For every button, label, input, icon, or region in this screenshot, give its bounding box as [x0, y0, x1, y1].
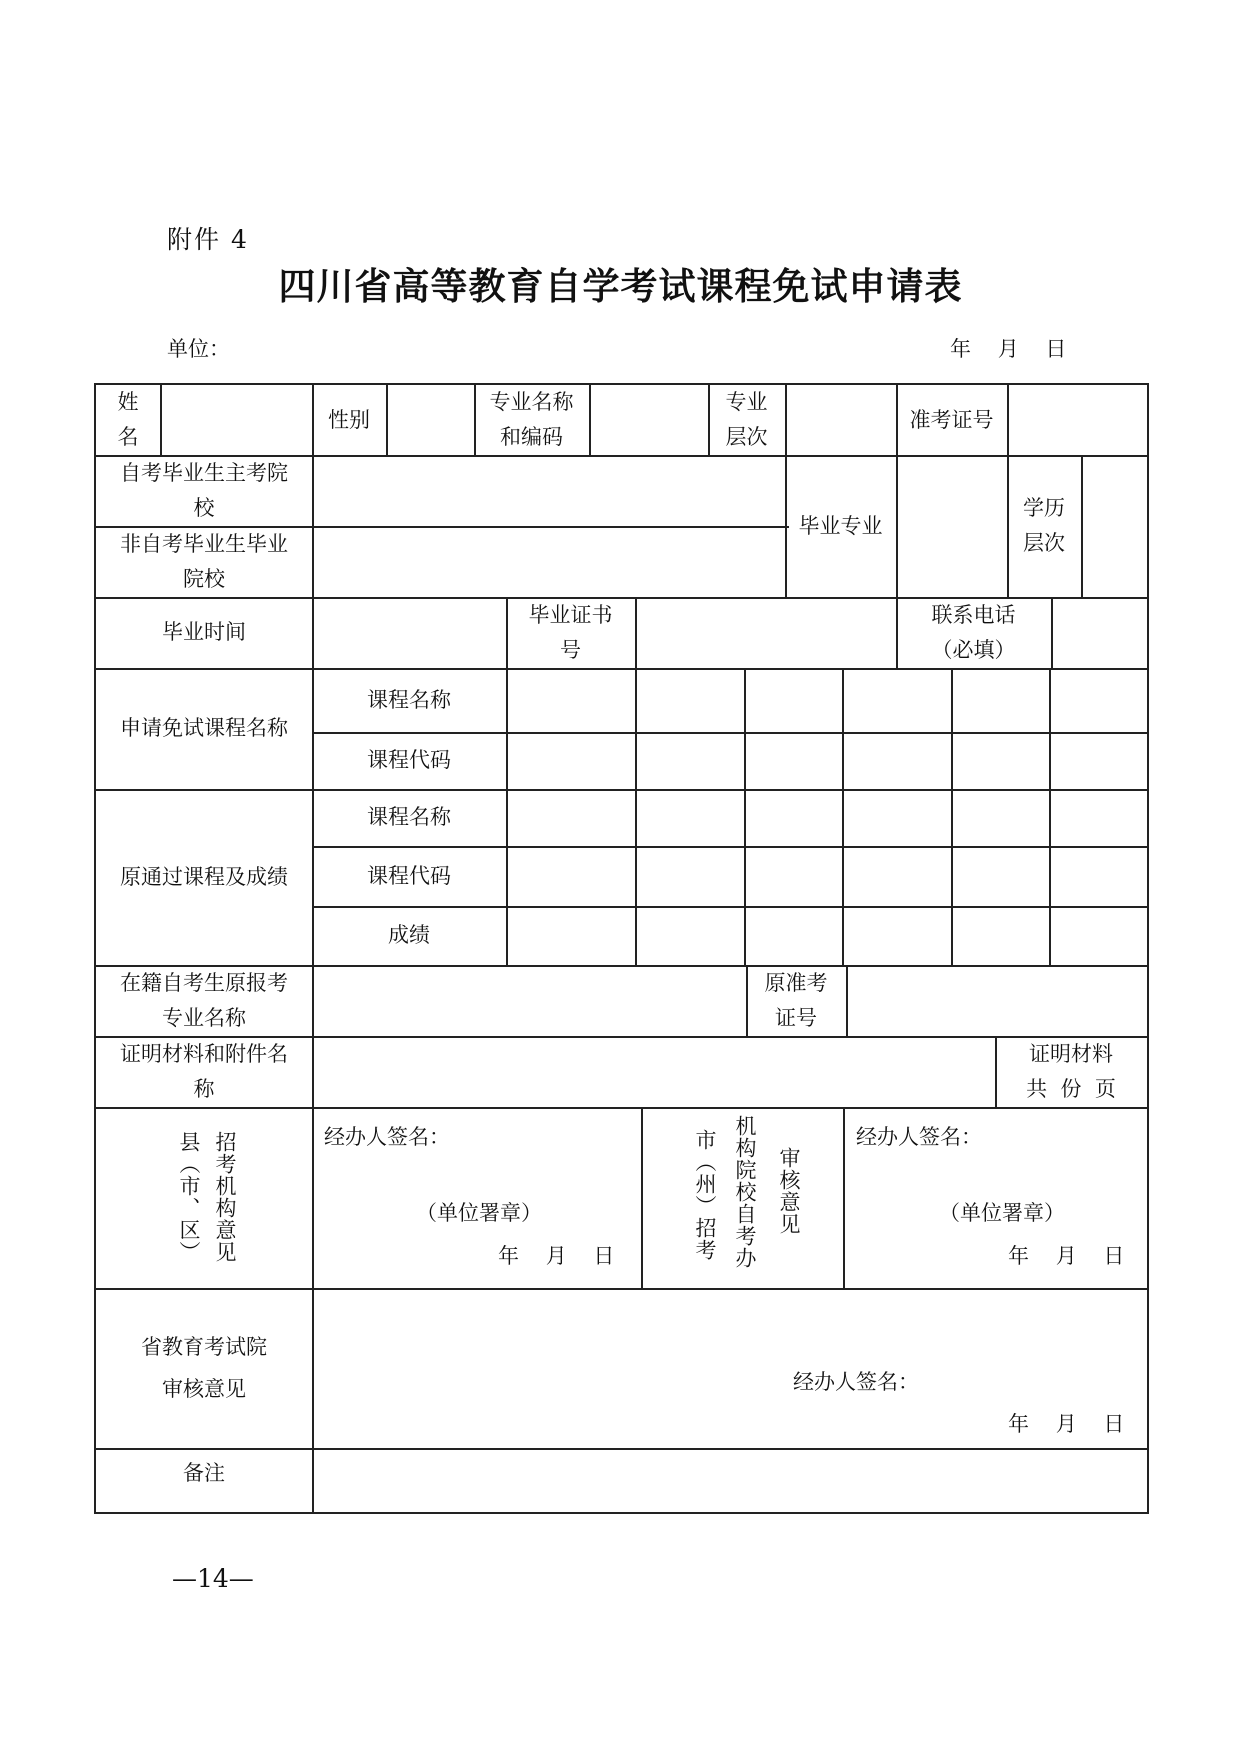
- cert-no-label: 毕业证书号: [528, 602, 613, 662]
- province-signer-label: 经办人签名：: [793, 1370, 919, 1394]
- province-label-line2: 审核意见: [162, 1377, 246, 1401]
- city-label-col2: 机构院校自考办: [733, 1115, 757, 1269]
- materials-count-units: 共 份 页: [1026, 1076, 1116, 1101]
- city-label-col1: 市（州）招考: [693, 1129, 717, 1261]
- major-level-field[interactable]: [787, 385, 895, 455]
- county-seal-label: （单位署章）: [416, 1201, 542, 1225]
- remarks-field[interactable]: [314, 1450, 1147, 1510]
- city-date: 年 月 日: [1008, 1244, 1125, 1268]
- grad-time-label: 毕业时间: [162, 620, 246, 644]
- grad-major-field[interactable]: [898, 457, 1006, 596]
- attachment-label: 附件 4: [167, 225, 249, 254]
- city-signer-label: 经办人签名：: [856, 1125, 982, 1149]
- previous-section-label: 原通过课程及成绩: [120, 864, 288, 889]
- form-title: 四川省高等教育自学考试课程免试申请表: [278, 264, 963, 308]
- major-level-label: 专业层次: [725, 390, 768, 449]
- self-exam-school-field[interactable]: [314, 457, 784, 525]
- exam-id-label: 准考证号: [909, 407, 994, 432]
- enrolled-major-field[interactable]: [314, 967, 745, 1035]
- self-exam-school-label: 自考毕业生主考院校: [120, 460, 288, 520]
- old-exam-id-label: 原准考证号: [764, 970, 828, 1030]
- application-form-table: [94, 383, 1149, 1514]
- county-signer-label: 经办人签名：: [324, 1125, 450, 1149]
- previous-course-name-label: 课程名称: [367, 805, 451, 829]
- county-label-col1: 县（市、区）: [177, 1131, 201, 1263]
- page-number: —14—: [172, 1564, 254, 1593]
- city-seal-label: （单位署章）: [939, 1201, 1065, 1225]
- enrolled-major-label: 在籍自考生原报考专业名称: [120, 970, 288, 1030]
- grad-time-field[interactable]: [314, 599, 505, 667]
- edu-level-field[interactable]: [1083, 457, 1147, 596]
- province-label-line1: 省教育考试院: [141, 1335, 267, 1359]
- non-self-exam-school-field[interactable]: [314, 528, 784, 596]
- remarks-label: 备注: [183, 1460, 225, 1485]
- form-date: 年 月 日: [950, 337, 1067, 361]
- unit-label: 单位：: [167, 337, 230, 361]
- gender-label: 性别: [328, 407, 370, 432]
- previous-score-label: 成绩: [388, 923, 430, 947]
- old-exam-id-field[interactable]: [848, 967, 1147, 1035]
- city-label-col3: 审核意见: [777, 1147, 801, 1235]
- major-name-code-label: 专业名称和编码: [489, 390, 574, 449]
- county-date: 年 月 日: [498, 1244, 615, 1268]
- materials-name-label: 证明材料和附件名称: [120, 1041, 288, 1101]
- materials-count-label: 证明材料: [1029, 1041, 1113, 1066]
- phone-field[interactable]: [1053, 599, 1147, 667]
- major-name-code-field[interactable]: [591, 385, 707, 455]
- cert-no-field[interactable]: [637, 599, 895, 667]
- name-label: 姓名: [117, 390, 139, 449]
- gender-field[interactable]: [388, 385, 473, 455]
- apply-course-name-label: 课程名称: [367, 687, 451, 712]
- apply-course-code-label: 课程代码: [367, 748, 451, 772]
- county-label-col2: 招考机构意见: [213, 1131, 237, 1263]
- previous-course-code-label: 课程代码: [367, 863, 451, 888]
- province-signature-area[interactable]: [926, 1360, 1141, 1400]
- apply-section-label: 申请免试课程名称: [120, 716, 288, 740]
- materials-name-field[interactable]: [314, 1038, 994, 1106]
- name-field[interactable]: [162, 385, 311, 455]
- county-signature-area[interactable]: [446, 1115, 636, 1155]
- province-date: 年 月 日: [1008, 1412, 1125, 1436]
- grad-major-label: 毕业专业: [798, 513, 883, 538]
- non-self-exam-school-label: 非自考毕业生毕业院校: [120, 531, 288, 591]
- city-signature-area[interactable]: [976, 1115, 1141, 1155]
- edu-level-label: 学历层次: [1023, 496, 1065, 555]
- exam-id-field[interactable]: [1009, 385, 1147, 455]
- phone-label: 联系电话（必填）: [931, 602, 1016, 662]
